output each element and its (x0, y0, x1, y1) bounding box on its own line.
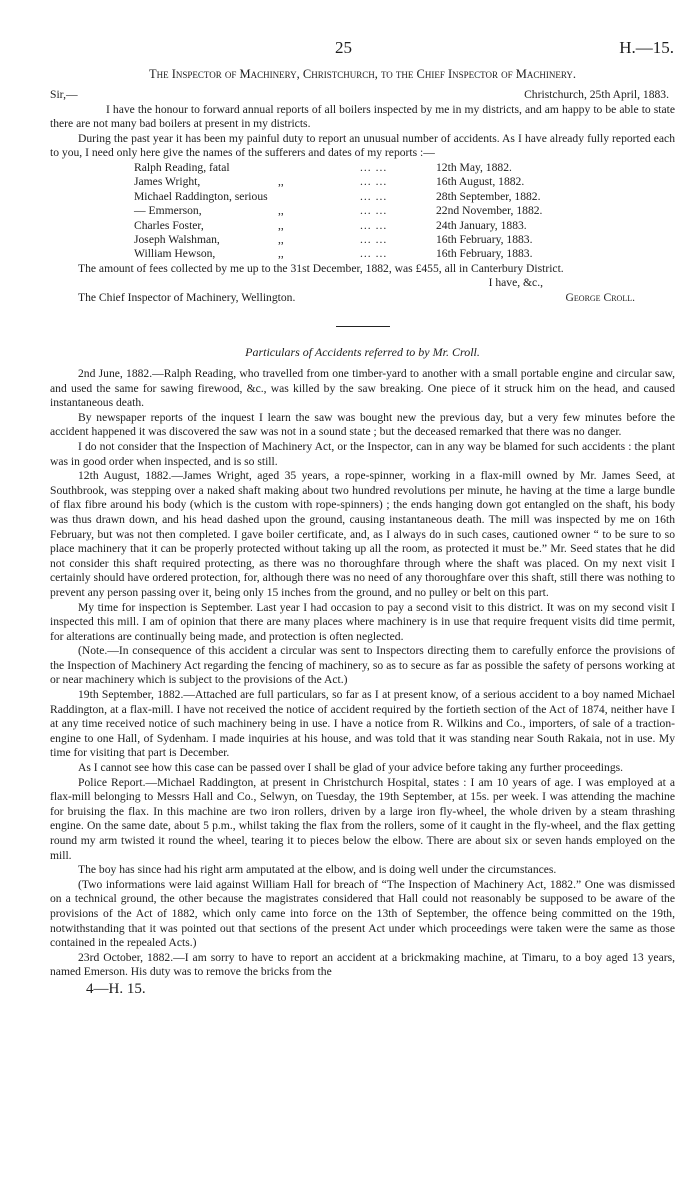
victims-list (134, 161, 636, 262)
accident-paragraph: (Note.—In consequence of this accident a circular was sent to Inspectors directing them to carefully enforce the provisions of the Inspection of Machinery Act regarding the fencing of machinery, so as to secure as far as possible the safety of persons working at or near machinery which is subject to the provisions of the Act.) (50, 644, 675, 687)
victim-qualifier: ,, (278, 175, 284, 189)
accident-paragraph: 12th August, 1882.—James Wright, aged 35 years, a rope-spinner, working in a flax-mill owned by Mr. James Seed, at Southbrook, was stepping over a naked shaft making about two hundred revolutions per minute, he having at the time a large bundle of flax fibre around his body (which is the custom with rope-spinners) ; the ends hanging down got entangled on the shaft, his body was thus drawn down, and his head dashed upon the ground, causing instantaneous death. The mill was inspected by me on 16th February, but was not then completed. I gave boiler certificate, and, as I always do in such cases, cautioned owner “ to be sure to so place machinery that it can be properly protected without taking up all the room, as protected it must be.” Mr. Seed states that he did not consider this shaft required protecting, as there was no thoroughfare through where the shaft was placed. On my next visit I certainly should have ordered protection, for, although there was no need of any thoroughfare over this shaft, still there was nothing to prevent any person passing over it, being only 15 inches from the ground, and no pulley or belt on this part. (50, 469, 675, 599)
accident-paragraph: The boy has since had his right arm amputated at the elbow, and is doing well under the circumstances. (78, 863, 557, 877)
letter-paragraph: During the past year it has been my painful duty to report an unusual number of accidents. As I have already fully reported each to you, I need only here give the names of the sufferers and dates of my reports :— (50, 131, 675, 160)
signature: George Croll. (565, 291, 635, 305)
leader-dots: ... ... (360, 160, 388, 174)
accident-paragraph: 2nd June, 1882.—Ralph Reading, who travelled from one timber-yard to another with a small portable engine and circular saw, and used the same for sawing firewood, &c., was killed by the saw breaking. One piece of it struck him on the head, and caused instantaneous death. (50, 367, 675, 410)
victim-qualifier: ,, (278, 247, 284, 261)
page-header (0, 38, 700, 60)
letter-signoff (50, 276, 675, 306)
particulars-body (50, 367, 675, 980)
place-date: Christchurch, 25th April, 1883. (524, 87, 669, 101)
section-divider (336, 326, 390, 327)
victim-name: Charles Foster, (134, 218, 204, 232)
victim-row (134, 161, 636, 175)
victim-name: Michael Raddington, serious (134, 189, 268, 203)
leader-dots: ... ... (360, 247, 388, 261)
victim-name: — Emmerson, (134, 204, 202, 218)
leader-dots: ... ... (360, 175, 388, 189)
victim-qualifier: ,, (278, 233, 284, 246)
particulars-heading: Particulars of Accidents referred to by Mr. Croll. (245, 345, 480, 360)
accident-paragraph: 19th September, 1882.—Attached are full particulars, so far as I at present know, of a serious accident to a boy named Michael Raddington, at a flax-mill. I have not received the notice of accident required by the fortieth section of the Act of 1874, neither have I at any time received notice of such machinery being in use. I have a notice from R. Wilkins and Co., importers, of sale of a traction-engine to one Hall, of Sydenham. I made inquiries at his house, and was told that it was standing near South Rakaia, not in use. My time for visiting that part is December. (50, 688, 675, 760)
letter-paragraph: I have the honour to forward annual reports of all boilers inspected by me in my districts, and am happy to be able to state there are not many bad boilers at present in my districts. (50, 102, 675, 131)
report-date: 12th May, 1882. (436, 160, 512, 174)
victim-row (134, 219, 636, 233)
victim-row (134, 247, 636, 261)
victim-qualifier: ,, (278, 204, 284, 218)
report-date: 16th February, 1883. (436, 233, 533, 246)
victim-name: Ralph Reading, fatal (134, 160, 230, 174)
accident-paragraph: Police Report.—Michael Raddington, at present in Christchurch Hospital, states : I am 10 years of age. I was employed at a flax-mill belonging to Messrs Hall and Co., Selwyn, on Tuesday, the 19th September, at 15s. per week. I was attending the machine for bruising the flax. In this machine are two iron rollers, driven by a large iron fly-wheel, the whole driven by a steam thrashing engine. On the same date, about 5 p.m., whilst taking the flax from the rollers, some of it caught in the fly-wheel, and the flax getting round my arm twisted it round the wheel, tearing it to pieces below the elbow. There are about six or seven hands employed on the mill. (50, 775, 675, 862)
report-date: 22nd November, 1882. (436, 204, 543, 218)
victim-name: Joseph Walshman, (134, 233, 220, 246)
victim-row (134, 175, 636, 189)
leader-dots: ... ... (360, 204, 388, 218)
victim-qualifier (278, 161, 360, 175)
victim-qualifier (278, 190, 360, 204)
page-number: 25 (335, 38, 352, 57)
accident-paragraph: As I cannot see how this case can be passed over I shall be glad of your advice before taking any further proceedings. (78, 761, 624, 775)
victim-row (134, 233, 636, 247)
letter-title: The Inspector of Machinery, Christchurch, to the Chief Inspector of Machinery. (148, 67, 577, 81)
victim-qualifier: ,, (278, 218, 284, 232)
accident-paragraph: 23rd October, 1882.—I am sorry to have to report an accident at a brickmaking machine, at Timaru, to a boy aged 13 years, named Emerson. His duty was to remove the bricks from the (50, 950, 675, 979)
report-date: 16th August, 1882. (436, 175, 525, 189)
victim-name: William Hewson, (134, 247, 216, 261)
letter-head (50, 88, 675, 103)
accident-paragraph: My time for inspection is September. Last year I had occasion to pay a second visit to this district. It was on my second visit I inspected this mill. I am of opinion that there are many places where machinery is in use that require frequent visits did time permit, for alterations are continually being made, and protection is often neglected. (50, 600, 675, 643)
document-reference: H.—15. (619, 38, 674, 57)
accident-paragraph: (Two informations were laid against William Hall for breach of “The Inspection of Machinery Act, 1882.” One was dismissed on a technical ground, the other because the magistrates considered that Hall could not reasonably be supposed to be aware of the provisions of the Act of 1882, which only came into force on the 13th of September, the offence being committed on the 19th, notwithstanding that it was pointed out that sections of the present Act under which proceedings were taken were the same as those contained in the repealed Acts.) (50, 877, 675, 950)
victim-row (134, 204, 636, 218)
fees-line: The amount of fees collected by me up to the 31st December, 1882, was £455, all in Canterbury District. (78, 261, 564, 275)
leader-dots: ... ... (360, 189, 388, 203)
salutation: Sir,— (50, 87, 78, 101)
closing: I have, &c., (488, 276, 543, 290)
report-date: 24th January, 1883. (436, 218, 527, 232)
footer-reference: 4—H. 15. (86, 980, 146, 997)
leader-dots: ... ... (360, 218, 388, 232)
page-content (50, 67, 675, 997)
victim-row (134, 190, 636, 204)
report-date: 28th September, 1882. (436, 189, 541, 203)
addressee: The Chief Inspector of Machinery, Wellington. (78, 291, 296, 305)
accident-paragraph: By newspaper reports of the inquest I learn the saw was bought new the previous day, but a very few minutes before the accident happened it was discovered the saw was not in a sound state ; but the deceased remarked that there was no danger. (50, 410, 675, 439)
victim-name: James Wright, (134, 175, 201, 189)
accident-paragraph: I do not consider that the Inspection of Machinery Act, or the Inspector, can in any way be blamed for such accidents : the plant was in good order when inspected, and is so still. (50, 439, 675, 468)
report-date: 16th February, 1883. (436, 247, 533, 261)
leader-dots: ... ... (360, 233, 388, 246)
